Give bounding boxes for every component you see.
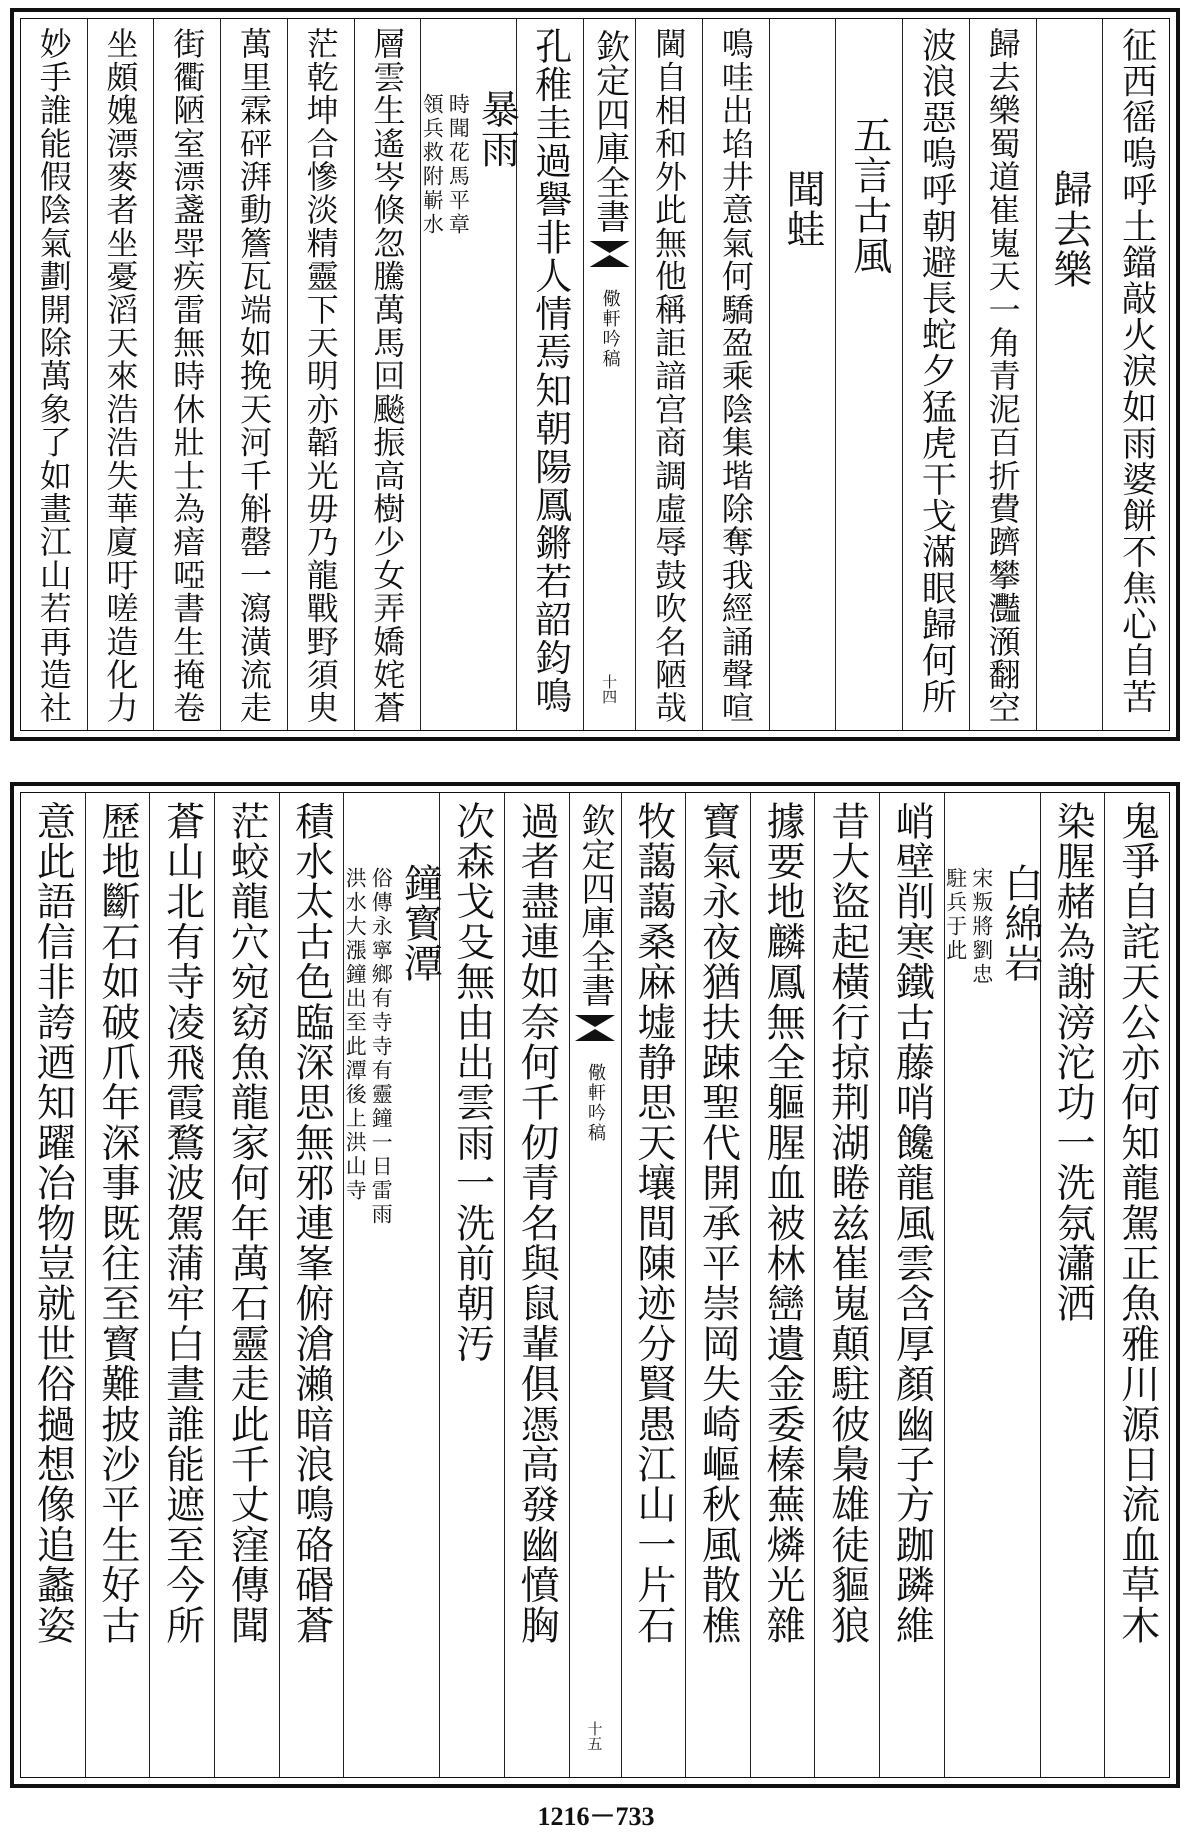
text-column <box>835 19 902 730</box>
collection-name: 儆軒吟稿 <box>599 289 621 369</box>
text-column <box>1040 793 1105 1777</box>
text-column <box>750 793 815 1777</box>
verse-line: 牧藹藹桑麻墟静思天壤間陳迹分賢愚江山一片石 <box>630 801 676 1646</box>
verse-line: 鳴哇出埳井意氣何驕盈乘陰集堦除奪我經誦聲喧 <box>716 27 755 725</box>
verse-line: 意此語信非誇迺知躍冶物豈就世俗撾想像追蠡姿 <box>30 801 76 1646</box>
text-column <box>21 19 87 730</box>
verse-line: 萬里霖砰湃動簷瓦端如挽天河千斛罄一瀉潢流走 <box>234 27 273 725</box>
poem-title-block <box>943 793 1043 987</box>
annotation-line: 駐兵于此 <box>943 867 968 963</box>
title-annotation <box>945 863 993 987</box>
verse-line: 坐頗媿漂麥者坐憂滔天來浩浩失華廈吁嗟造化力 <box>101 27 140 725</box>
verse-line: 次森戈殳無由出雲雨一洗前朝汚 <box>449 801 495 1364</box>
text-column <box>1102 19 1169 730</box>
annotation-line: 宋叛將劉忠 <box>969 867 994 987</box>
poem-title: 歸去樂 <box>1046 169 1092 290</box>
top-page <box>10 8 1180 741</box>
poem-title: 聞蛙 <box>779 169 825 250</box>
verse-line: 征西徭嗚呼土鐺敲火淚如雨婆餅不焦心自苦 <box>1116 27 1157 715</box>
verse-line: 層雲生遙岑倏忽騰萬馬回飈振高樹少女弄嬌姹蒼 <box>368 27 407 725</box>
text-column <box>354 19 421 730</box>
text-column <box>769 19 836 730</box>
annotation-line: 領兵救附嶄水 <box>420 93 445 237</box>
text-column <box>420 19 520 730</box>
top-page-columns <box>21 19 1169 730</box>
poem-title-block <box>343 793 443 1227</box>
verse-line: 蒼山北有寺凌飛霞鶩波駕蒲牢白晝誰能遮至今所 <box>159 801 205 1646</box>
text-column <box>702 19 769 730</box>
verse-line: 波浪惡嗚呼朝避長蛇夕猛虎干戈滿眼歸何所 <box>916 27 957 715</box>
verse-line: 孔稚圭過譽非人情焉知朝陽鳳鏘若韶鈞鳴 <box>528 27 572 715</box>
verse-line: 鬼爭自詫天公亦何知龍駕正魚雅川源日流血草木 <box>1114 801 1160 1646</box>
verse-line: 茫乾坤合慘淡精靈下天明亦韜光毋乃龍戰野須㬰 <box>301 27 340 725</box>
verse-line: 積水太古色臨深思無邪連峯俯滄瀨暗浪鳴硌䃉蒼 <box>288 801 334 1646</box>
footer-page-number: 1216－733 <box>537 1802 655 1831</box>
poem-title: 白綿岩 <box>997 863 1043 984</box>
text-column <box>1104 793 1169 1777</box>
poem-title-block <box>420 19 520 237</box>
text-column <box>943 793 1043 1777</box>
center-banner <box>583 19 635 730</box>
text-column <box>220 19 287 730</box>
text-column <box>153 19 220 730</box>
title-annotation <box>344 863 392 1227</box>
book-title: 欽定四庫全書 <box>575 803 616 1007</box>
text-column <box>621 793 686 1777</box>
text-column <box>902 19 969 730</box>
text-column <box>685 793 750 1777</box>
text-column <box>879 793 944 1777</box>
text-column <box>85 793 150 1777</box>
center-banner <box>569 793 621 1777</box>
fishtail-mark-icon <box>590 241 630 267</box>
folio-number: 十四 <box>600 674 619 704</box>
text-column <box>214 793 279 1777</box>
bottom-page <box>10 782 1180 1788</box>
collection-name: 儆軒吟稿 <box>585 1063 607 1143</box>
text-column <box>279 793 344 1777</box>
top-page-frame <box>20 18 1170 731</box>
verse-line: 過者盡連如奈何千仞青名與鼠輩俱憑高發幽憤胸 <box>514 801 560 1646</box>
text-column <box>439 793 504 1777</box>
text-column <box>516 19 583 730</box>
verse-line: 妙手誰能假陰氣劃開除萬象了如畫江山若再造社 <box>34 27 73 725</box>
poem-title: 鐘寳潭 <box>397 863 443 984</box>
section-heading: 五言古風 <box>846 115 892 276</box>
annotation-line: 俗傳永寧鄉有寺寺有靈鐘一日雷雨 <box>369 867 394 1227</box>
verse-line: 閫自相和外此無他稱詎諳宫商調虛辱鼓吹名陋哉 <box>649 27 688 725</box>
text-column <box>969 19 1036 730</box>
verse-line: 歸去樂蜀道崔嵬天一角青泥百折費躋攀灩澦翻空 <box>983 27 1022 725</box>
poem-title: 暴雨 <box>474 89 520 170</box>
text-column <box>635 19 702 730</box>
text-column <box>149 793 214 1777</box>
text-column <box>343 793 443 1777</box>
verse-line: 染腥赭為謝滂沱功一洗氛瀟洒 <box>1050 801 1096 1324</box>
text-column <box>504 793 569 1777</box>
text-column <box>814 793 879 1777</box>
annotation-line: 洪水大漲鐘出至此潭後上洪山寺 <box>343 867 368 1203</box>
bottom-page-frame <box>20 792 1170 1778</box>
book-title: 欽定四庫全書 <box>589 29 630 233</box>
text-column <box>21 793 85 1777</box>
annotation-line: 時聞花馬平章 <box>446 93 471 237</box>
verse-line: 昔大盜起橫行掠荆湖睠兹崔嵬顛駐彼梟雄徒貙狼 <box>824 801 870 1646</box>
bottom-page-columns <box>21 793 1169 1777</box>
folio-number: 十五 <box>585 1721 604 1751</box>
text-column <box>287 19 354 730</box>
verse-line: 峭壁削寒鐵古藤哨饞龍風雲含厚顏幽子方跏蹸維 <box>889 801 935 1646</box>
verse-line: 茫蛟龍穴宛窈魚龍家何年萬石靈走此千丈窪傳聞 <box>224 801 270 1646</box>
fishtail-mark-icon <box>575 1015 615 1041</box>
verse-line: 歷地斷石如破爪年深事既往至寳難披沙平生好古 <box>95 801 140 1646</box>
text-column <box>1036 19 1103 730</box>
title-annotation <box>421 89 469 237</box>
verse-line: 寶氣永夜猶扶踈聖代開承平崇岡失崎嶇秋風散樵 <box>695 801 741 1646</box>
verse-line: 街衢陋室漂盞斝疾雷無時休壯士為瘖啞書生掩卷 <box>168 27 207 725</box>
verse-line: 據要地麟鳳無全軀腥血被林巒遺金委榛蕪燐光雜 <box>760 801 806 1646</box>
text-column <box>87 19 154 730</box>
